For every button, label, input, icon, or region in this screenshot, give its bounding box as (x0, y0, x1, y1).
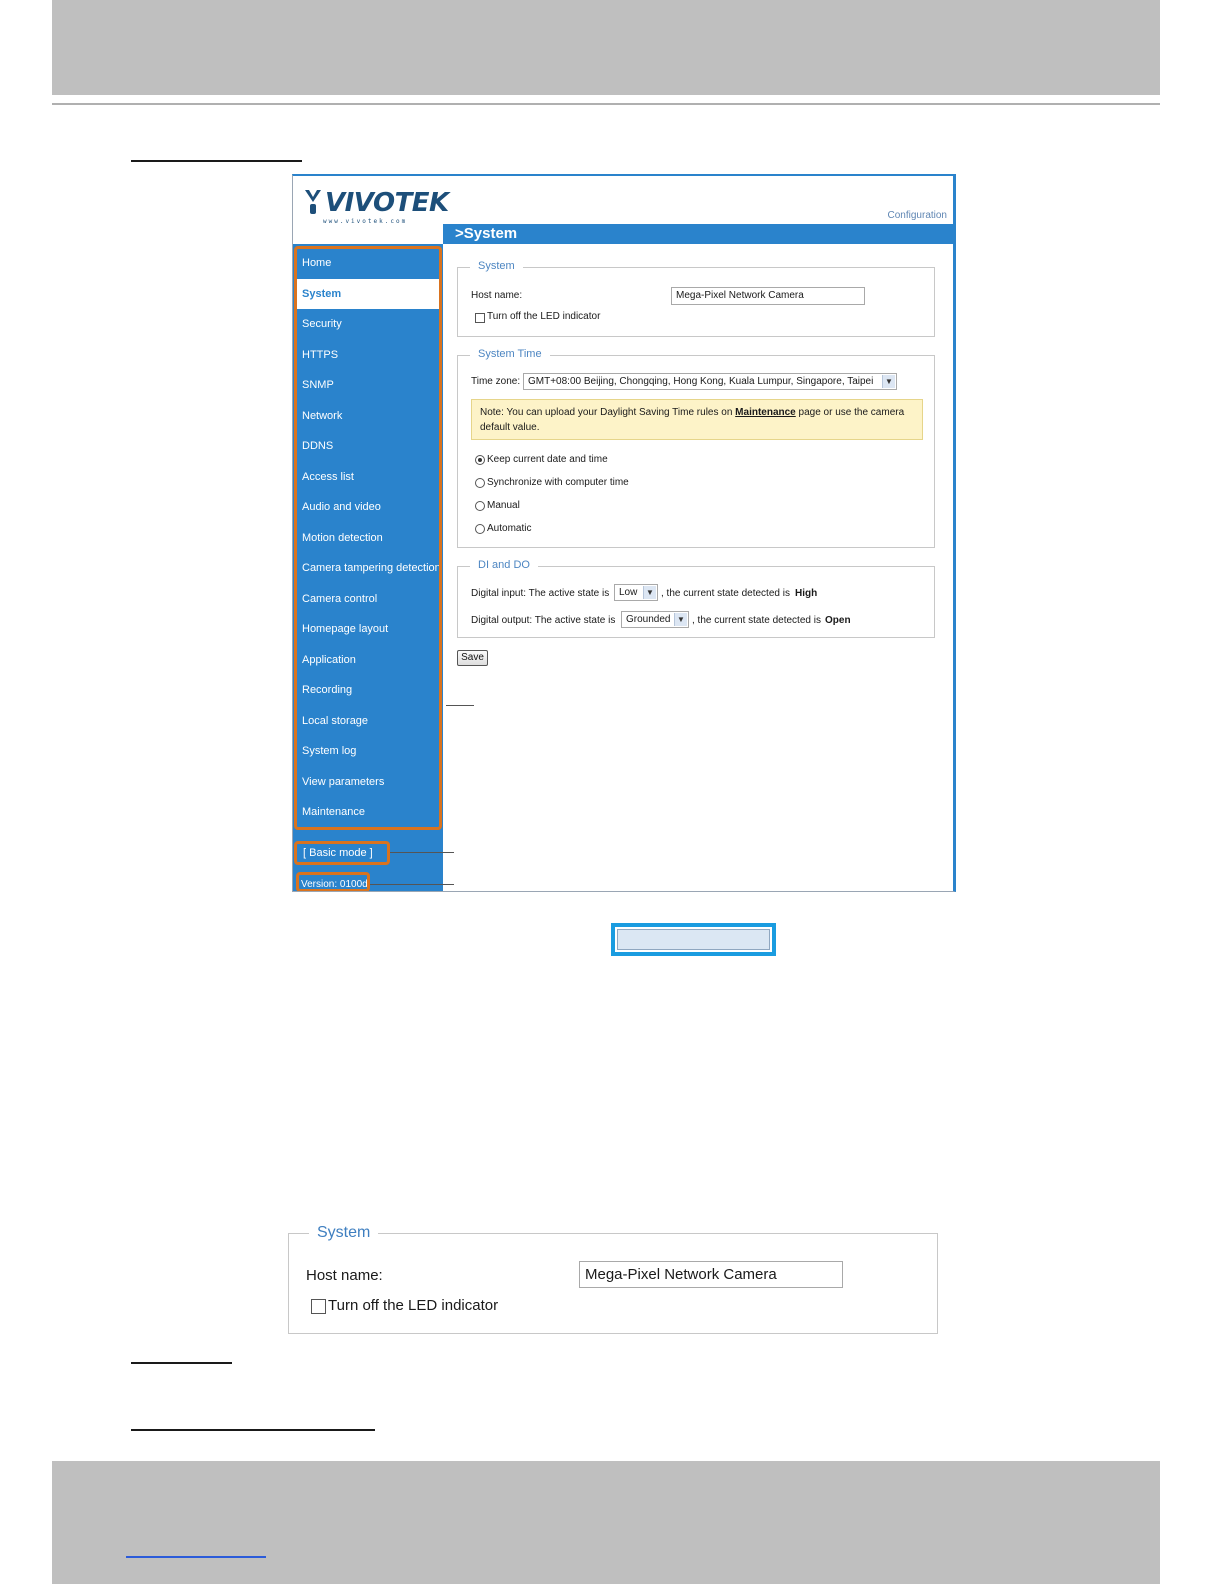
host-name-input-zoom[interactable]: Mega-Pixel Network Camera (579, 1261, 843, 1288)
chevron-down-icon: ▼ (643, 586, 656, 599)
sidebar-item-local-storage[interactable]: Local storage (302, 714, 369, 727)
nav-highlight-box (294, 246, 442, 830)
system-time-section (457, 348, 935, 548)
time-option-label: Synchronize with computer time (487, 477, 629, 488)
sidebar-item-home[interactable]: Home (302, 257, 332, 269)
led-label-zoom: Turn off the LED indicator (328, 1297, 499, 1314)
basic-mode-link[interactable]: [ Basic mode ] (303, 847, 373, 859)
callout-box-inner (617, 929, 770, 950)
chevron-down-icon: ▼ (882, 375, 895, 388)
time-zone-value: GMT+08:00 Beijing, Chongqing, Hong Kong, Kuala Lumpur, Singapore, Taipei (528, 376, 874, 387)
sidebar-item-motion-detection[interactable]: Motion detection (302, 531, 383, 544)
note-prefix: Note: You can upload your Daylight Saving Time rules on (480, 407, 733, 418)
host-name-label: Host name: (471, 290, 523, 301)
logo-brand: VIVOTEK (325, 188, 449, 218)
logo-subtitle: www.vivotek.com (323, 218, 408, 225)
vivotek-logo (303, 186, 449, 226)
sidebar-item-camera-control[interactable]: Camera control (302, 592, 378, 605)
system-section (457, 260, 935, 337)
time-zone-label: Time zone: (471, 376, 521, 387)
sidebar-item-system-log[interactable]: System log (302, 745, 357, 757)
sidebar-item-view-parameters[interactable]: View parameters (302, 775, 385, 788)
page-header-band (52, 0, 1160, 95)
host-name-label-zoom: Host name: (306, 1267, 383, 1284)
system-legend: System (470, 260, 523, 272)
maintenance-link[interactable]: Maintenance (735, 407, 796, 418)
di-state-select[interactable] (614, 584, 658, 601)
sidebar-item-maintenance[interactable]: Maintenance (302, 806, 365, 818)
version-highlight (296, 872, 370, 892)
system-section-zoom (288, 1224, 938, 1334)
time-option-label: Automatic (487, 523, 532, 534)
led-checkbox[interactable] (475, 313, 485, 323)
sidebar-item-camera-tampering-detection[interactable]: Camera tampering detection (302, 562, 441, 574)
callout-line-version (370, 884, 454, 885)
sidebar-item-recording[interactable]: Recording (302, 684, 353, 696)
system-time-legend: System Time (470, 348, 550, 360)
note-suffix: page or use the camera default value. (480, 407, 905, 433)
system-legend-zoom: System (309, 1224, 378, 1242)
save-button[interactable]: Save (457, 650, 488, 666)
do-label: Digital output: The active state is (471, 615, 616, 626)
config-screenshot (292, 174, 956, 892)
do-state-value: Open (825, 615, 851, 626)
led-checkbox-zoom[interactable] (311, 1299, 326, 1314)
title-bar (443, 224, 956, 244)
sidebar-item-snmp[interactable]: SNMP (302, 379, 334, 391)
host-name-input[interactable]: Mega-Pixel Network Camera (671, 287, 865, 305)
sidebar-item-homepage-layout[interactable]: Homepage layout (302, 623, 389, 635)
di-state-value: High (795, 588, 818, 599)
subheading-underline-2 (131, 1429, 375, 1431)
sidebar-item-system[interactable]: System (295, 279, 441, 309)
header-rule (52, 103, 1160, 105)
callout-box (611, 923, 776, 956)
logo-mark-icon (303, 188, 323, 218)
time-option-radio[interactable] (475, 455, 485, 465)
sidebar-item-security[interactable]: Security (302, 318, 342, 330)
sidebar-item-network[interactable]: Network (302, 409, 343, 422)
sidebar (293, 244, 443, 892)
time-option-label: Keep current date and time (487, 454, 608, 465)
sidebar-item-access-list[interactable]: Access list (302, 470, 354, 483)
do-state-select[interactable] (621, 611, 689, 628)
dido-section (457, 559, 935, 638)
basic-mode-highlight (294, 841, 390, 865)
heading-underline (131, 160, 302, 162)
do-state-label: , the current state detected is (692, 615, 821, 626)
time-option-label: Manual (487, 500, 520, 511)
footer-link-underline (126, 1556, 266, 1558)
chevron-down-icon: ▼ (674, 613, 687, 626)
sidebar-item-https[interactable]: HTTPS (302, 348, 339, 361)
sidebar-item-application[interactable]: Application (302, 653, 356, 666)
subheading-underline (131, 1362, 232, 1364)
callout-line-basic-mode (390, 852, 454, 853)
di-state-label: , the current state detected is (661, 588, 790, 599)
configuration-link[interactable]: Configuration (887, 210, 947, 221)
callout-line-nav (446, 705, 474, 706)
sidebar-item-ddns[interactable]: DDNS (302, 440, 334, 452)
version-text: Version: 0100d (301, 879, 368, 890)
di-label: Digital input: The active state is (471, 588, 610, 599)
led-label: Turn off the LED indicator (487, 311, 601, 322)
time-zone-select[interactable] (523, 373, 897, 390)
do-value: Grounded (626, 614, 671, 625)
page-footer-band (52, 1461, 1160, 1584)
dst-note (471, 399, 923, 440)
sidebar-item-audio-and-video[interactable]: Audio and video (302, 501, 381, 513)
page-title: >System (455, 225, 518, 242)
time-option-radio[interactable] (475, 524, 485, 534)
time-option-radio[interactable] (475, 501, 485, 511)
di-value: Low (619, 587, 638, 598)
time-option-radio[interactable] (475, 478, 485, 488)
dido-legend: DI and DO (470, 559, 538, 571)
